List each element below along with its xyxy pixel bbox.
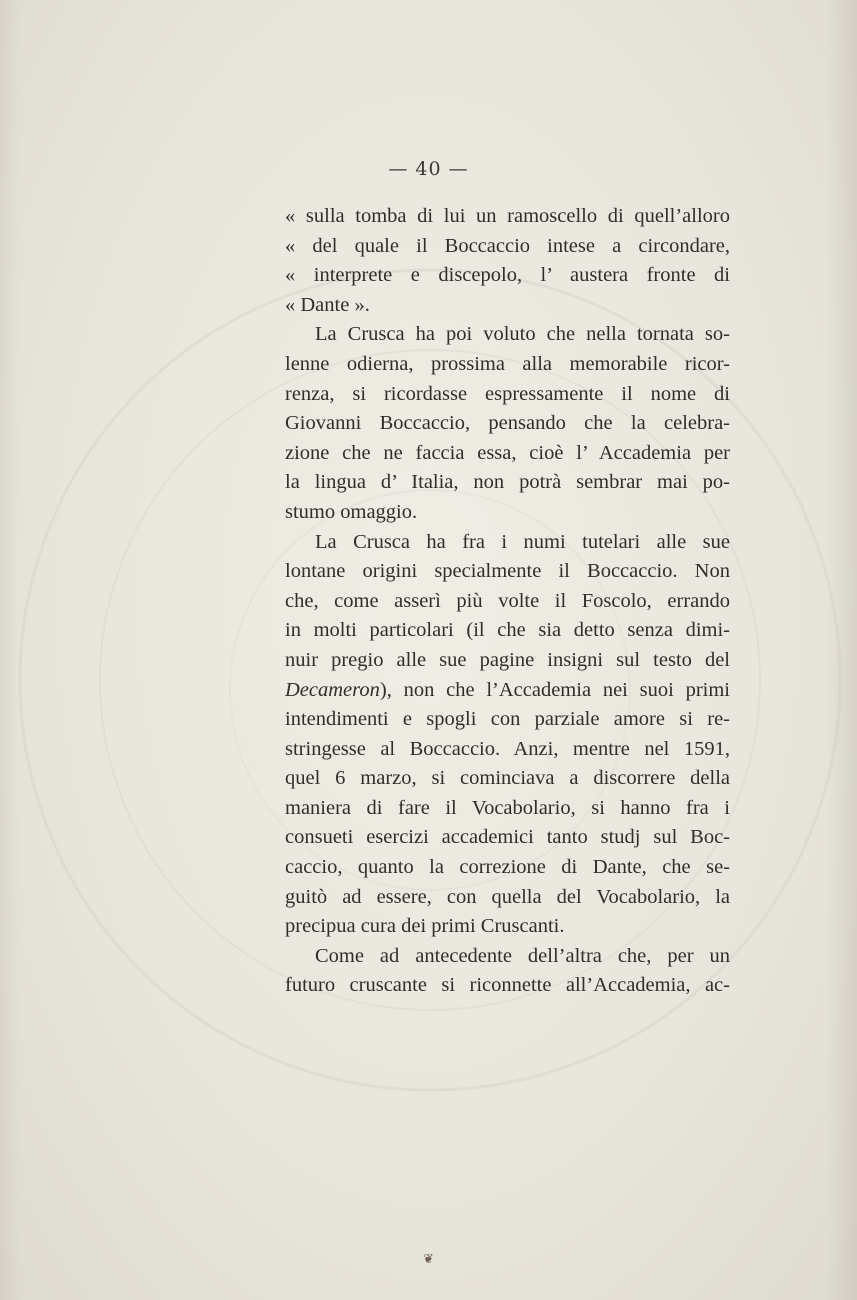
paragraph-3 (285, 528, 730, 942)
text-line: Giovanni Boccaccio, pensando che la celebra- (285, 412, 730, 435)
paragraph-4 (285, 942, 730, 1001)
text-line: renza, si ricordasse espressamente il nome di (285, 382, 730, 405)
text-line-with-italic: Decameron), non che l’Accademia nei suoi primi (285, 678, 730, 701)
text-line: in molti particolari (il che sia detto senza dimi- (285, 619, 730, 642)
page-edge-shadow-right (827, 0, 857, 1300)
text-line: « sulla tomba di lui un ramoscello di quell’alloro (285, 205, 730, 227)
text-line: nuir pregio alle sue pagine insigni sul testo del (285, 648, 730, 671)
text-line: maniera di fare il Vocabolario, si hanno fra i (285, 796, 730, 819)
page-number: — 40 — (388, 158, 469, 180)
paragraph-2 (285, 320, 730, 527)
text-line: Come ad antecedente dell’altra che, per un (315, 944, 730, 967)
text-line: « Dante ». (285, 293, 370, 316)
text-line: la lingua d’ Italia, non potrà sembrar mai po- (285, 471, 730, 494)
text-line: stumo omaggio. (285, 500, 418, 523)
body-text (285, 202, 730, 1001)
text-line: consueti esercizi accademici tanto studj sul Boc- (285, 826, 730, 849)
text-line: precipua cura dei primi Cruscanti. (285, 915, 565, 938)
text-line: « del quale il Boccaccio intese a circondare, (285, 234, 730, 257)
text-line: guitò ad essere, con quella del Vocabolario, la (285, 885, 730, 908)
ornament-icon: ❦ (423, 1252, 434, 1267)
text-line: quel 6 marzo, si cominciava a discorrere della (285, 767, 730, 790)
text-line: futuro cruscante si riconnette all’Accademia, ac- (285, 974, 730, 997)
text-line: « interprete e discepolo, l’ austera fronte di (285, 264, 730, 287)
italic-title: Decameron (285, 678, 380, 701)
text-line: La Crusca ha fra i numi tutelari alle sue (315, 530, 730, 553)
text-line: zione che ne faccia essa, cioè l’ Accademia per (285, 441, 730, 464)
paragraph-1 (285, 202, 730, 320)
text-line: che, come asserì più volte il Foscolo, errando (285, 589, 730, 612)
text-line: lontane origini specialmente il Boccaccio. Non (285, 560, 730, 583)
text-line: stringesse al Boccaccio. Anzi, mentre nel 1591, (285, 737, 730, 760)
text-line: La Crusca ha poi voluto che nella tornata so- (315, 323, 730, 346)
text-line: caccio, quanto la correzione di Dante, che se- (285, 856, 730, 879)
page-edge-shadow-left (0, 0, 20, 1300)
text-line: intendimenti e spogli con parziale amore si re- (285, 708, 730, 731)
text-line: lenne odierna, prossima alla memorabile ricor- (285, 352, 730, 375)
